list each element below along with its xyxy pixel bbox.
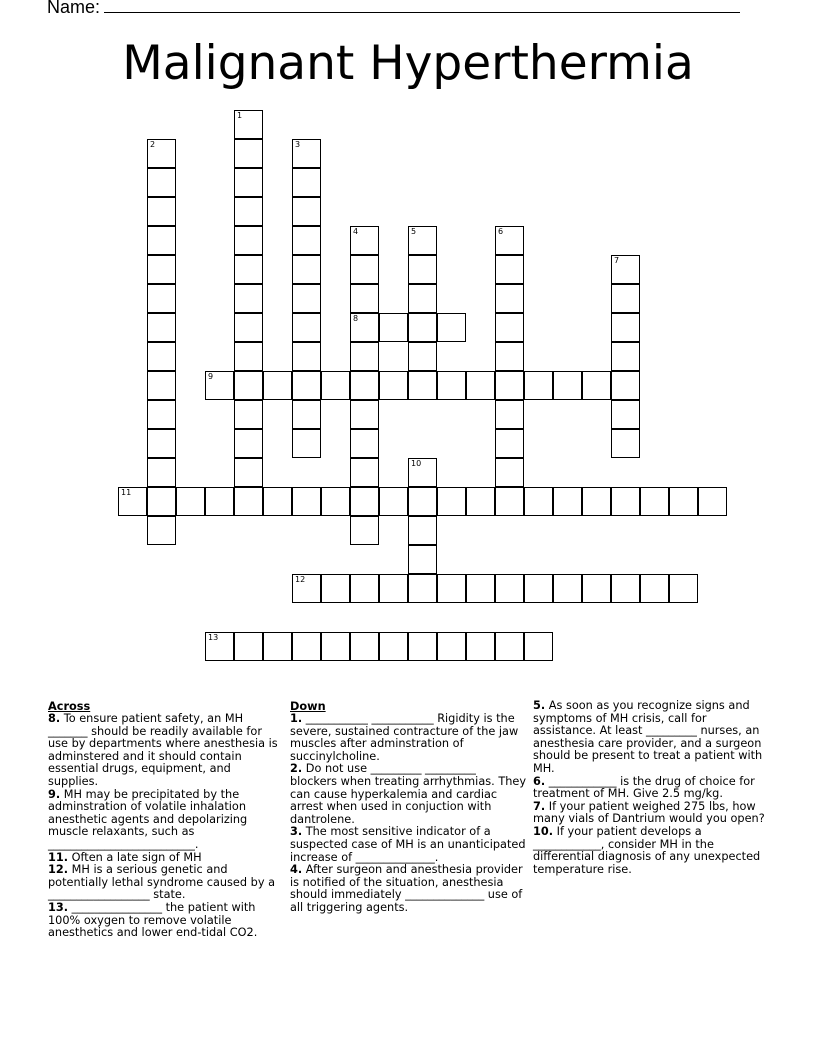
grid-cell[interactable] <box>234 632 263 661</box>
grid-cell[interactable] <box>292 342 321 371</box>
grid-cell[interactable] <box>292 226 321 255</box>
clue-number: 5 <box>411 227 417 236</box>
grid-cell[interactable] <box>147 458 176 487</box>
grid-cell[interactable] <box>495 284 524 313</box>
grid-cell[interactable] <box>495 342 524 371</box>
clue-down-3 <box>290 826 526 864</box>
clue-number: 9 <box>208 372 214 381</box>
grid-cell[interactable] <box>553 487 582 516</box>
grid-cell[interactable] <box>408 516 437 545</box>
clue-number-label: 4. <box>290 863 303 877</box>
grid-cell[interactable] <box>495 226 524 255</box>
grid-cell[interactable] <box>640 574 669 603</box>
down-heading: Down <box>290 700 326 713</box>
clue-text: The most sensitive indicator of a suspected case of MH is an unanticipated increase of ______________. <box>290 825 526 864</box>
grid-cell[interactable] <box>292 574 321 603</box>
grid-cell[interactable] <box>234 313 263 342</box>
grid-cell[interactable] <box>292 139 321 168</box>
grid-cell[interactable] <box>611 255 640 284</box>
grid-cell[interactable] <box>147 139 176 168</box>
grid-cell[interactable] <box>147 226 176 255</box>
grid-cell[interactable] <box>495 487 524 516</box>
clue-number: 3 <box>295 140 301 149</box>
clue-text: MH is a serious genetic and potentially lethal syndrome caused by a __________________ state. <box>48 863 276 902</box>
grid-cell[interactable] <box>205 632 234 661</box>
grid-cell[interactable] <box>292 197 321 226</box>
grid-cell[interactable] <box>234 139 263 168</box>
clue-number: 10 <box>411 459 422 468</box>
clue-down-4 <box>290 864 526 914</box>
grid-cell[interactable] <box>205 371 234 400</box>
grid-cell[interactable] <box>147 342 176 371</box>
across-clue-list <box>48 713 278 940</box>
grid-cell[interactable] <box>292 371 321 400</box>
grid-cell[interactable] <box>495 313 524 342</box>
grid-cell[interactable] <box>350 574 379 603</box>
grid-cell[interactable] <box>495 255 524 284</box>
grid-cell[interactable] <box>234 226 263 255</box>
clue-number-label: 11. <box>48 850 69 864</box>
grid-cell[interactable] <box>234 110 263 139</box>
clue-text: If your patient weighed 275 lbs, how many vials of Dantrium would you open? <box>533 799 765 826</box>
grid-cell[interactable] <box>611 574 640 603</box>
grid-cell[interactable] <box>379 371 408 400</box>
grid-cell[interactable] <box>582 487 611 516</box>
grid-cell[interactable] <box>350 458 379 487</box>
grid-cell[interactable] <box>669 574 698 603</box>
grid-cell[interactable] <box>147 313 176 342</box>
clue-down-1 <box>290 713 526 763</box>
grid-cell[interactable] <box>147 516 176 545</box>
clue-across-8 <box>48 713 278 789</box>
grid-cell[interactable] <box>379 574 408 603</box>
grid-cell[interactable] <box>437 487 466 516</box>
grid-cell[interactable] <box>350 487 379 516</box>
down-clue-list <box>290 713 526 915</box>
clue-down-5 <box>533 700 769 776</box>
grid-cell[interactable] <box>147 400 176 429</box>
grid-cell[interactable] <box>321 632 350 661</box>
grid-cell[interactable] <box>234 458 263 487</box>
grid-cell[interactable] <box>408 371 437 400</box>
grid-cell[interactable] <box>350 226 379 255</box>
clue-across-13 <box>48 902 278 940</box>
grid-cell[interactable] <box>379 313 408 342</box>
grid-cell[interactable] <box>234 342 263 371</box>
clue-number-label: 12. <box>48 863 69 877</box>
clue-number-label: 3. <box>290 825 303 839</box>
grid-cell[interactable] <box>437 574 466 603</box>
grid-cell[interactable] <box>350 632 379 661</box>
grid-cell[interactable] <box>669 487 698 516</box>
grid-cell[interactable] <box>408 284 437 313</box>
grid-cell[interactable] <box>292 632 321 661</box>
grid-cell[interactable] <box>234 429 263 458</box>
grid-cell[interactable] <box>495 574 524 603</box>
grid-cell[interactable] <box>118 487 147 516</box>
grid-cell[interactable] <box>292 487 321 516</box>
grid-cell[interactable] <box>408 226 437 255</box>
grid-cell[interactable] <box>176 487 205 516</box>
grid-cell[interactable] <box>408 545 437 574</box>
clue-number: 7 <box>614 256 620 265</box>
clue-text: Do not use _________ _________ blockers when treating arrhythmias. They can cause hyperkalemia and cardiac arrest when used in conjuction with dantrolene. <box>290 762 527 826</box>
grid-cell[interactable] <box>408 313 437 342</box>
grid-cell[interactable] <box>321 487 350 516</box>
grid-cell[interactable] <box>524 632 553 661</box>
grid-cell[interactable] <box>408 255 437 284</box>
across-clues <box>48 700 278 940</box>
grid-cell[interactable] <box>321 371 350 400</box>
grid-cell[interactable] <box>350 400 379 429</box>
grid-cell[interactable] <box>611 371 640 400</box>
grid-cell[interactable] <box>234 371 263 400</box>
grid-cell[interactable] <box>524 371 553 400</box>
grid-cell[interactable] <box>350 342 379 371</box>
name-label: Name: <box>47 0 101 17</box>
grid-cell[interactable] <box>263 632 292 661</box>
grid-cell[interactable] <box>147 197 176 226</box>
down-clues-continued <box>533 700 769 876</box>
grid-cell[interactable] <box>408 342 437 371</box>
clue-text: To ensure patient safety, an MH _______ should be readily available for use by departments where anesthesia is adminstered and it should contain essential drugs, equipment, and supplies. <box>48 712 278 788</box>
page-title: Malignant Hyperthermia <box>122 36 694 91</box>
clue-text: Often a late sign of MH <box>68 850 202 864</box>
grid-cell[interactable] <box>379 487 408 516</box>
clue-text: As soon as you recognize signs and symptoms of MH crisis, call for assistance. At least _________ nurses, an anesthesia care provider, and a surgeon should be present to treat a patient with MH. <box>533 699 763 775</box>
grid-cell[interactable] <box>582 371 611 400</box>
grid-cell[interactable] <box>234 255 263 284</box>
grid-cell[interactable] <box>408 632 437 661</box>
grid-cell[interactable] <box>611 342 640 371</box>
grid-cell[interactable] <box>292 284 321 313</box>
grid-cell[interactable] <box>205 487 234 516</box>
grid-cell[interactable] <box>234 197 263 226</box>
grid-cell[interactable] <box>611 429 640 458</box>
grid-cell[interactable] <box>263 487 292 516</box>
grid-cell[interactable] <box>292 400 321 429</box>
grid-cell[interactable] <box>553 371 582 400</box>
grid-cell[interactable] <box>611 400 640 429</box>
grid-cell[interactable] <box>582 574 611 603</box>
grid-cell[interactable] <box>495 632 524 661</box>
grid-cell[interactable] <box>524 574 553 603</box>
clue-number-label: 6. <box>533 774 546 788</box>
grid-cell[interactable] <box>466 632 495 661</box>
grid-cell[interactable] <box>147 371 176 400</box>
grid-cell[interactable] <box>698 487 727 516</box>
clue-number: 8 <box>353 314 359 323</box>
clue-number: 2 <box>150 140 156 149</box>
grid-cell[interactable] <box>466 574 495 603</box>
grid-cell[interactable] <box>147 429 176 458</box>
clue-across-9 <box>48 789 278 852</box>
grid-cell[interactable] <box>147 487 176 516</box>
clue-number-label: 1. <box>290 712 303 725</box>
clue-number: 6 <box>498 227 504 236</box>
across-heading: Across <box>48 700 91 713</box>
grid-cell[interactable] <box>524 487 553 516</box>
grid-cell[interactable] <box>408 487 437 516</box>
grid-cell[interactable] <box>466 371 495 400</box>
grid-cell[interactable] <box>147 255 176 284</box>
clue-number: 13 <box>208 633 219 642</box>
grid-cell[interactable] <box>495 400 524 429</box>
clue-down-6 <box>533 776 769 801</box>
grid-cell[interactable] <box>611 284 640 313</box>
grid-cell[interactable] <box>234 400 263 429</box>
clue-number-label: 2. <box>290 762 303 776</box>
grid-cell[interactable] <box>234 168 263 197</box>
down-clue-list-continued <box>533 700 769 876</box>
clue-text: If your patient develops a ____________, consider MH in the differential diagnosis of any unexpected temperature rise. <box>533 824 761 876</box>
grid-cell[interactable] <box>611 313 640 342</box>
clue-number-label: 8. <box>48 712 61 725</box>
clue-text: MH may be precipitated by the adminstration of volatile inhalation anesthetic agents and depolarizing muscle relaxants, such as __________________________. <box>48 787 248 851</box>
grid-cell[interactable] <box>553 574 582 603</box>
clue-text: ____________ is the drug of choice for treatment of MH. Give 2.5 mg/kg. <box>533 774 755 801</box>
clue-text: ________________ the patient with 100% oxygen to remove volatile anesthetics and lower end-tidal CO2. <box>48 900 258 940</box>
grid-cell[interactable] <box>292 168 321 197</box>
clue-down-2 <box>290 763 526 826</box>
grid-cell[interactable] <box>350 284 379 313</box>
grid-cell[interactable] <box>350 313 379 342</box>
grid-cell[interactable] <box>350 516 379 545</box>
grid-cell[interactable] <box>350 255 379 284</box>
grid-cell[interactable] <box>437 632 466 661</box>
grid-cell[interactable] <box>495 371 524 400</box>
clue-number: 4 <box>353 227 359 236</box>
clue-number: 12 <box>295 575 306 584</box>
clue-number: 1 <box>237 111 243 120</box>
grid-cell[interactable] <box>495 458 524 487</box>
clue-across-12 <box>48 864 278 902</box>
grid-cell[interactable] <box>495 429 524 458</box>
grid-cell[interactable] <box>379 632 408 661</box>
grid-cell[interactable] <box>321 574 350 603</box>
grid-cell[interactable] <box>437 313 466 342</box>
clue-text: After surgeon and anesthesia provider is notified of the situation, anesthesia should immediately ______________ use of all triggering agents. <box>290 863 523 914</box>
clue-number-label: 7. <box>533 799 546 813</box>
grid-cell[interactable] <box>350 429 379 458</box>
clue-number-label: 13. <box>48 900 69 914</box>
grid-cell[interactable] <box>234 284 263 313</box>
grid-cell[interactable] <box>408 458 437 487</box>
grid-cell[interactable] <box>640 487 669 516</box>
grid-cell[interactable] <box>350 371 379 400</box>
grid-cell[interactable] <box>234 487 263 516</box>
grid-cell[interactable] <box>292 255 321 284</box>
clue-number-label: 10. <box>533 824 554 838</box>
grid-cell[interactable] <box>292 313 321 342</box>
grid-cell[interactable] <box>611 487 640 516</box>
clue-number: 11 <box>121 488 132 497</box>
grid-cell[interactable] <box>408 574 437 603</box>
grid-cell[interactable] <box>263 371 292 400</box>
clue-text: ___________ ___________ Rigidity is the severe, sustained contracture of the jaw muscles after adminstration of succinylcholine. <box>290 712 519 763</box>
clue-down-10 <box>533 826 769 876</box>
grid-cell[interactable] <box>437 371 466 400</box>
grid-cell[interactable] <box>466 487 495 516</box>
clue-down-7 <box>533 801 769 826</box>
down-clues <box>290 700 526 915</box>
grid-cell[interactable] <box>147 168 176 197</box>
clue-number-label: 5. <box>533 699 546 712</box>
grid-cell[interactable] <box>292 429 321 458</box>
clue-number-label: 9. <box>48 787 61 801</box>
grid-cell[interactable] <box>147 284 176 313</box>
